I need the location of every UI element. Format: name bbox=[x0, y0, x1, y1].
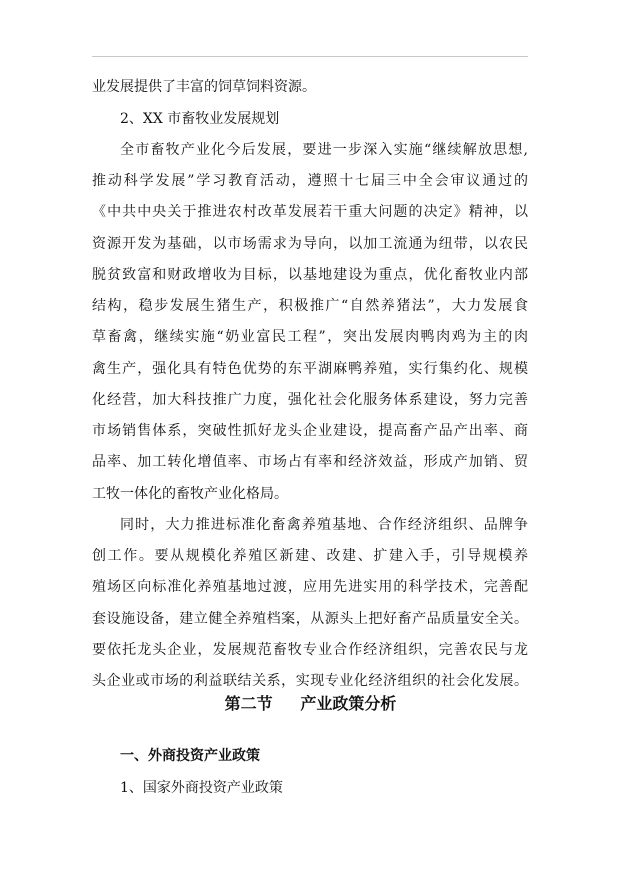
paragraph2-line: 创工作。要从规模化养殖区新建、改建、扩建入手，引导规模养 bbox=[92, 548, 528, 564]
heading-one: 一、外商投资产业政策 bbox=[120, 748, 260, 764]
paragraph2-line: 头企业或市场的利益联结关系，实现专业化经济组织的社会化发展。 bbox=[92, 673, 528, 689]
header-rule bbox=[92, 56, 528, 57]
paragraph2-line: 同时，大力推进标准化畜禽养殖基地、合作经济组织、品牌争 bbox=[120, 517, 528, 533]
paragraph1-line: 资源开发为基础，以市场需求为导向，以加工流通为纽带，以农民 bbox=[92, 236, 528, 252]
paragraph1-line: 《中共中央关于推进农村改革发展若干重大问题的决定》精神，以 bbox=[92, 204, 528, 220]
paragraph1-line: 工牧一体化的畜牧产业化格局。 bbox=[92, 486, 288, 502]
paragraph1-line: 推动科学发展”学习教育活动，遵照十七届三中全会审议通过的 bbox=[92, 173, 528, 189]
paragraph2-line: 殖场区向标准化养殖基地过渡，应用先进实用的科学技术，完善配 bbox=[92, 579, 528, 595]
intro-line: 业发展提供了丰富的饲草饲料资源。 bbox=[92, 79, 316, 95]
paragraph1-line: 禽生产，强化具有特色优势的东平湖麻鸭养殖，实行集约化、规模 bbox=[92, 361, 528, 377]
paragraph1-line: 全市畜牧产业化今后发展，要进一步深入实施“继续解放思想, bbox=[120, 142, 528, 158]
paragraph2-line: 套设施设备，建立健全养殖档案，从源头上把好畜产品质量安全关。 bbox=[92, 611, 528, 627]
paragraph1-line: 结构，稳步发展生猪生产，积极推广“自然养猪法”，大力发展食 bbox=[92, 298, 528, 314]
paragraph1-line: 化经营，加大科技推广力度，强化社会化服务体系建设，努力完善 bbox=[92, 392, 528, 408]
paragraph2-line: 要依托龙头企业，发展规范畜牧专业合作经济组织，完善农民与龙 bbox=[92, 642, 528, 658]
paragraph1-line: 市场销售体系，突破性抓好龙头企业建设，提高畜产品产出率、商 bbox=[92, 423, 528, 439]
heading-one-sub: 1、国家外商投资产业政策 bbox=[120, 780, 283, 796]
paragraph1-line: 脱贫致富和财政增收为目标，以基地建设为重点，优化畜牧业内部 bbox=[92, 267, 528, 283]
subsection-title: 2、XX 市畜牧业发展规划 bbox=[120, 111, 280, 127]
section-heading: 第二节 产业政策分析 bbox=[224, 694, 397, 713]
paragraph1-line: 品率、加工转化增值率、市场占有率和经济效益，形成产加销、贸 bbox=[92, 454, 528, 470]
paragraph1-line: 草畜禽，继续实施“奶业富民工程”，突出发展肉鸭肉鸡为主的肉 bbox=[92, 329, 528, 345]
